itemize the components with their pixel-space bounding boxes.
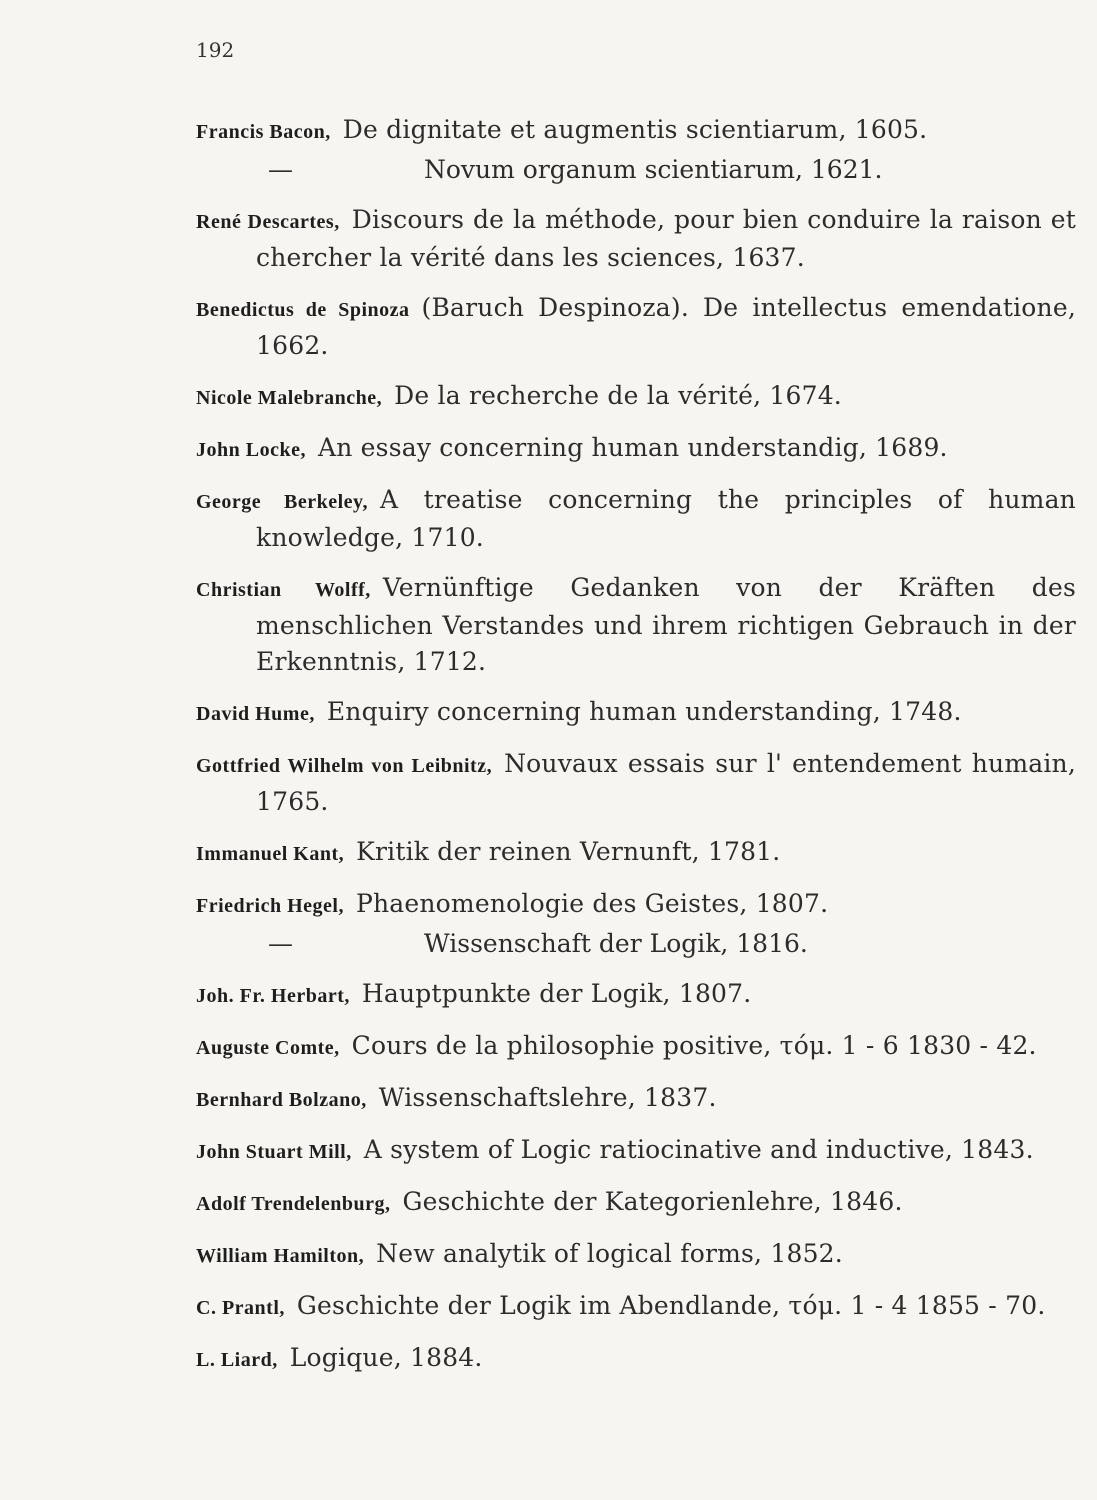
bib-entry bbox=[196, 1236, 1076, 1274]
entry-author: Francis Bacon, bbox=[196, 121, 331, 143]
ditto-dash: — bbox=[268, 155, 293, 184]
bibliography-list bbox=[196, 112, 1076, 1392]
bib-entry bbox=[196, 202, 1076, 276]
entry-work: Phaenomenologie des Geistes, 1807. bbox=[355, 889, 829, 918]
bib-entry bbox=[196, 482, 1076, 556]
entry-work: Hauptpunkte der Logik, 1807. bbox=[361, 979, 752, 1008]
entry-author: Bernhard Bolzano, bbox=[196, 1089, 367, 1111]
entry-work: Cours de la philosophie positive, τόμ. 1 - 6 1830 - 42. bbox=[351, 1031, 1037, 1060]
entry-author: Benedictus de Spinoza bbox=[196, 299, 410, 321]
bib-entry bbox=[196, 570, 1076, 680]
bib-entry bbox=[196, 430, 1076, 468]
bib-entry bbox=[196, 1340, 1076, 1378]
entry-author: David Hume, bbox=[196, 703, 315, 725]
entry-author: Friedrich Hegel, bbox=[196, 895, 344, 917]
ditto-dash: — bbox=[268, 929, 293, 958]
entry-work: Logique, 1884. bbox=[289, 1343, 483, 1372]
bib-entry bbox=[196, 746, 1076, 820]
entry-work: Wissenschaftslehre, 1837. bbox=[378, 1083, 717, 1112]
entry-work: Kritik der reinen Vernunft, 1781. bbox=[356, 837, 781, 866]
bib-entry bbox=[196, 1028, 1076, 1066]
entry-work: De la recherche de la vérité, 1674. bbox=[394, 381, 842, 410]
entry-work: Novum organum scientiarum, 1621. bbox=[424, 155, 883, 184]
entry-author: John Locke, bbox=[196, 439, 306, 461]
entry-work: Geschichte der Logik im Abendlande, τόμ. 1 - 4 1855 - 70. bbox=[296, 1291, 1046, 1320]
entry-work: Nouvaux essais sur l' entendement humain, 1765. bbox=[256, 749, 1076, 816]
entry-work: De dignitate et augmentis scientiarum, 1605. bbox=[342, 115, 928, 144]
entry-work: New analytik of logical forms, 1852. bbox=[376, 1239, 843, 1268]
bib-entry bbox=[196, 1288, 1076, 1326]
entry-author: C. Prantl, bbox=[196, 1297, 285, 1319]
entry-work: An essay concerning human understandig, 1689. bbox=[317, 433, 948, 462]
bib-entry bbox=[196, 378, 1076, 416]
entry-author: Christian Wolff, bbox=[196, 579, 371, 601]
entry-work: Enquiry concerning human understanding, 1748. bbox=[326, 697, 962, 726]
entry-author: René Descartes, bbox=[196, 211, 340, 233]
entry-author: Joh. Fr. Herbart, bbox=[196, 985, 350, 1007]
page-number: 192 bbox=[196, 38, 235, 62]
entry-work: A system of Logic ratiocinative and inductive, 1843. bbox=[363, 1135, 1034, 1164]
entry-work: Vernünftige Gedanken von der Kräften des menschlichen Verstandes und ihrem richtigen Gebrauch in der Erkenntnis, 1712. bbox=[256, 573, 1076, 676]
bib-entry bbox=[196, 1184, 1076, 1222]
entry-author: Immanuel Kant, bbox=[196, 843, 345, 865]
entry-author: Gottfried Wilhelm von Leibnitz, bbox=[196, 755, 493, 777]
bib-entry bbox=[196, 112, 1076, 150]
bib-entry bbox=[196, 1080, 1076, 1118]
entry-work: (Baruch Despinoza). De intellectus emendatione, 1662. bbox=[256, 293, 1076, 360]
bib-entry bbox=[196, 976, 1076, 1014]
entry-work: A treatise concerning the principles of human knowledge, 1710. bbox=[256, 485, 1076, 552]
entry-author: William Hamilton, bbox=[196, 1245, 365, 1267]
bib-entry bbox=[196, 886, 1076, 924]
bib-entry bbox=[196, 694, 1076, 732]
bib-entry bbox=[196, 290, 1076, 364]
entry-work: Geschichte der Kategorienlehre, 1846. bbox=[402, 1187, 903, 1216]
bib-entry-continuation bbox=[196, 926, 1076, 962]
entry-author: John Stuart Mill, bbox=[196, 1141, 352, 1163]
entry-author: Adolf Trendelenburg, bbox=[196, 1193, 391, 1215]
entry-work: Wissenschaft der Logik, 1816. bbox=[424, 929, 808, 958]
entry-author: Nicole Malebranche, bbox=[196, 387, 383, 409]
entry-author: L. Liard, bbox=[196, 1349, 278, 1371]
bib-entry bbox=[196, 1132, 1076, 1170]
bib-entry-continuation bbox=[196, 152, 1076, 188]
entry-author: George Berkeley, bbox=[196, 491, 368, 513]
entry-author: Auguste Comte, bbox=[196, 1037, 340, 1059]
entry-work: Discours de la méthode, pour bien conduire la raison et chercher la vérité dans les sciences, 1637. bbox=[256, 205, 1077, 272]
bib-entry bbox=[196, 834, 1076, 872]
